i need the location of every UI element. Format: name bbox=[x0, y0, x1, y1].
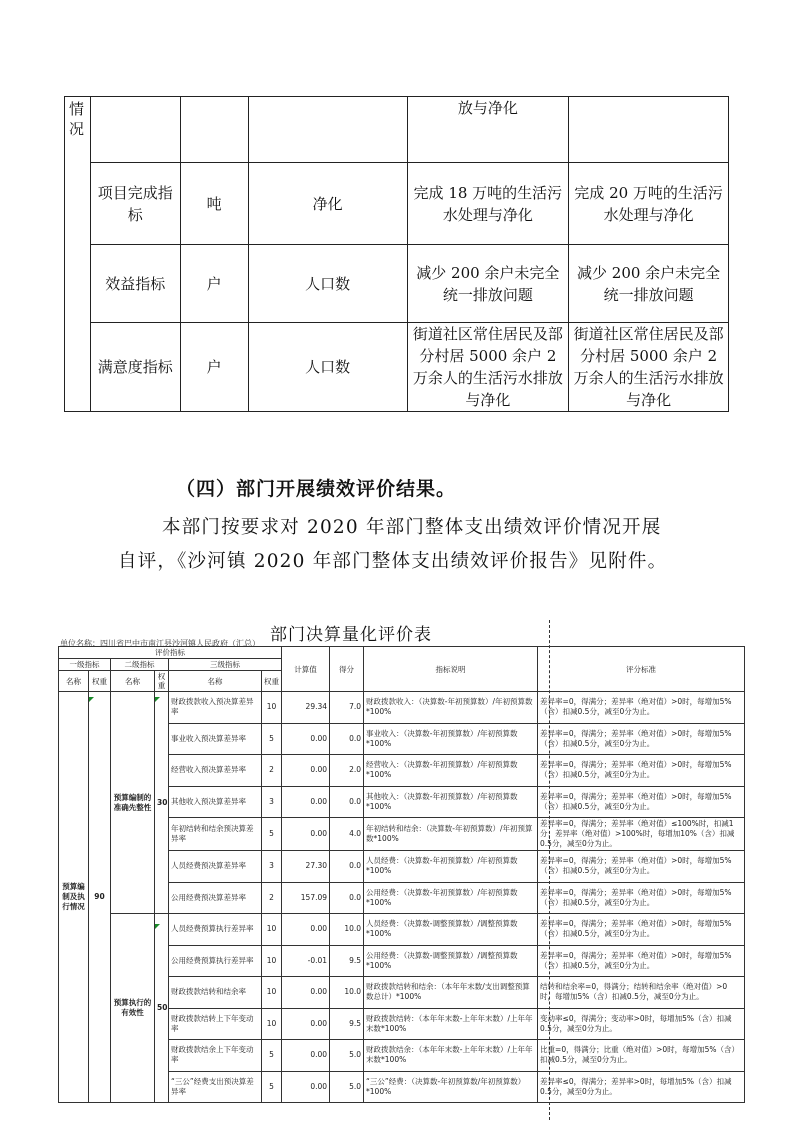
scoring-standard: 差异率=0，得满分；差异率（绝对值）>0时，每增加5%（含）扣减0.5分，减至0分为止。 bbox=[538, 914, 745, 946]
level3-name: 财政拨款结转上下年变动率 bbox=[169, 1008, 262, 1040]
indicator-description: 公用经费：（决算数-调整预算数）/调整预算数*100% bbox=[364, 945, 538, 977]
sheet-unit-line: 单位名称：四川省巴中市南江县沙河镇人民政府（汇总） bbox=[60, 639, 260, 648]
indicator-actual: 街道社区常住居民及部分村居 5000 余户 2 万余人的生活污水排放与净化 bbox=[569, 323, 729, 412]
level3-name: 年初结转和结余预决算差异率 bbox=[169, 818, 262, 851]
calc-value: 0.00 bbox=[282, 786, 330, 818]
level2-weight: 50 bbox=[155, 914, 169, 1103]
indicator-name: 效益指标 bbox=[91, 245, 180, 323]
level3-name: 财政拨款收入预决算差异率 bbox=[169, 692, 262, 724]
level3-weight: 10 bbox=[262, 977, 282, 1009]
indicator-actual: 减少 200 余户未完全统一排放问题 bbox=[569, 245, 729, 323]
indicator-metric: 人口数 bbox=[248, 245, 407, 323]
indicator-metric bbox=[248, 97, 407, 163]
indicator-unit: 户 bbox=[180, 323, 248, 412]
indicator-description: 人员经费：（决算数-年初预算数）/年初预算数*100% bbox=[364, 851, 538, 883]
scoring-standard: 差异率=0，得满分；差异率（绝对值）>0时，每增加5%（含）扣减0.5分，减至0分为止。 bbox=[538, 786, 745, 818]
level3-name: 人员经费预决算差异率 bbox=[169, 851, 262, 883]
header-name: 名称 bbox=[111, 671, 155, 692]
level3-name: 人员经费预算执行差异率 bbox=[169, 914, 262, 946]
level3-weight: 2 bbox=[262, 755, 282, 787]
score-value: 5.0 bbox=[330, 1071, 364, 1103]
level3-weight: 3 bbox=[262, 851, 282, 883]
score-value: 9.5 bbox=[330, 945, 364, 977]
indicator-actual bbox=[569, 97, 729, 163]
calc-value: 0.00 bbox=[282, 914, 330, 946]
level3-weight: 2 bbox=[262, 882, 282, 914]
body-paragraph bbox=[118, 511, 678, 579]
scoring-standard: 差异率=0，得满分；差异率（绝对值）>0时，每增加5%（含）扣减0.5分，减至0分为止。 bbox=[538, 882, 745, 914]
scoring-standard: 差异率=0，得满分；差异率（绝对值）>0时，每增加5%（含）扣减0.5分，减至0分为止。 bbox=[538, 851, 745, 883]
scoring-standard: 差异率=0，得满分；差异率（绝对值）>0时，每增加5%（含）扣减0.5分，减至0分为止。 bbox=[538, 945, 745, 977]
evaluation-sheet-table bbox=[58, 646, 745, 1103]
score-value: 10.0 bbox=[330, 977, 364, 1009]
header-weight: 权重 bbox=[89, 671, 111, 692]
level3-name: 其他收入预决算差异率 bbox=[169, 786, 262, 818]
comment-marker-icon bbox=[89, 697, 94, 702]
indicator-unit: 吨 bbox=[180, 163, 248, 245]
indicator-target: 放与净化 bbox=[407, 97, 569, 163]
indicator-description: “三公”经费：（决算数-年初预算数/年初预算数）*100% bbox=[364, 1071, 538, 1103]
level3-weight: 10 bbox=[262, 1008, 282, 1040]
header-name: 名称 bbox=[59, 671, 89, 692]
scoring-standard: 结转和结余率=0，得满分；结转和结余率（绝对值）>0时，每增加5%（含）扣减0.5分，减至0分为止。 bbox=[538, 977, 745, 1009]
indicator-description: 事业收入：（决算数-年初预算数）/年初预算数*100% bbox=[364, 723, 538, 755]
header-weight: 权重 bbox=[155, 671, 169, 692]
indicator-description: 年初结转和结余：（决算数-年初预算数）/年初预算数*100% bbox=[364, 818, 538, 851]
section-heading: （四）部门开展绩效评价结果。 bbox=[176, 478, 457, 500]
level3-name: 事业收入预决算差异率 bbox=[169, 723, 262, 755]
indicator-metric: 净化 bbox=[248, 163, 407, 245]
header-name: 名称 bbox=[169, 671, 262, 692]
score-value: 0.0 bbox=[330, 723, 364, 755]
level3-name: 财政拨款结余上下年变动率 bbox=[169, 1040, 262, 1072]
header-weight: 权重 bbox=[262, 671, 282, 692]
calc-value: 0.00 bbox=[282, 818, 330, 851]
header-score: 得分 bbox=[330, 647, 364, 692]
indicator-name bbox=[91, 97, 180, 163]
comment-marker-icon bbox=[155, 924, 160, 929]
score-value: 5.0 bbox=[330, 1040, 364, 1072]
score-value: 0.0 bbox=[330, 882, 364, 914]
level3-weight: 5 bbox=[262, 723, 282, 755]
header-calc-value: 计算值 bbox=[282, 647, 330, 692]
level3-name: “三公”经费支出预决算差异率 bbox=[169, 1071, 262, 1103]
header-description: 指标说明 bbox=[364, 647, 538, 692]
level3-weight: 5 bbox=[262, 818, 282, 851]
score-value: 4.0 bbox=[330, 818, 364, 851]
level3-weight: 5 bbox=[262, 1071, 282, 1103]
sheet-title: 部门决算量化评价表 bbox=[270, 625, 432, 645]
header-evaluation-indicators: 评价指标 bbox=[59, 647, 282, 659]
indicator-description: 人员经费：（决算数-调整预算数）/调整预算数*100% bbox=[364, 914, 538, 946]
score-value: 7.0 bbox=[330, 692, 364, 724]
calc-value: 29.34 bbox=[282, 692, 330, 724]
scoring-standard: 差异率=0，得满分；差异率（绝对值）>0时，每增加5%（含）扣减0.5分，减至0分为止。 bbox=[538, 755, 745, 787]
score-value: 0.0 bbox=[330, 851, 364, 883]
indicator-description: 财政拨款收入：（决算数-年初预算数）/年初预算数*100% bbox=[364, 692, 538, 724]
level3-name: 公用经费预算执行差异率 bbox=[169, 945, 262, 977]
calc-value: 0.00 bbox=[282, 755, 330, 787]
indicator-description: 公用经费：（决算数-年初预算数）/年初预算数*100% bbox=[364, 882, 538, 914]
level2-name: 预算编制的准确先整性 bbox=[111, 692, 155, 914]
indicator-target: 街道社区常住居民及部分村居 5000 余户 2 万余人的生活污水排放与净化 bbox=[407, 323, 569, 412]
calc-value: -0.01 bbox=[282, 945, 330, 977]
level3-weight: 10 bbox=[262, 945, 282, 977]
header-level1: 一级指标 bbox=[59, 659, 111, 671]
calc-value: 27.30 bbox=[282, 851, 330, 883]
level3-weight: 3 bbox=[262, 786, 282, 818]
scoring-standard: 差异率=0，得满分；差异率（绝对值）>0时，每增加5%（含）扣减0.5分，减至0分为止。 bbox=[538, 723, 745, 755]
comment-marker-icon bbox=[155, 697, 160, 702]
indicator-unit bbox=[180, 97, 248, 163]
calc-value: 0.00 bbox=[282, 1071, 330, 1103]
level3-name: 经营收入预决算差异率 bbox=[169, 755, 262, 787]
indicator-metric: 人口数 bbox=[248, 323, 407, 412]
paragraph-text: 本部门按要求对 2020 年部门整体支出绩效评价情况开展自评，《沙河镇 2020 年部门整体支出绩效评价报告》见附件。 bbox=[118, 517, 668, 572]
scoring-standard: 比重=0，得满分；比重（绝对值）>0时，每增加5%（含）扣减0.5分，减至0分为止。 bbox=[538, 1040, 745, 1072]
score-value: 0.0 bbox=[330, 786, 364, 818]
level1-weight: 90 bbox=[89, 692, 111, 1103]
indicator-name: 满意度指标 bbox=[91, 323, 180, 412]
scoring-standard: 差异率=0，得满分；差异率（绝对值）>0时，每增加5%（含）扣减0.5分，减至0分为止。 bbox=[538, 692, 745, 724]
level3-weight: 10 bbox=[262, 692, 282, 724]
level3-name: 财政拨款结转和结余率 bbox=[169, 977, 262, 1009]
scoring-standard: 差异率=0，得满分；差异率（绝对值）≤100%时，扣减1分；差异率（绝对值）>100%时，每增加10%（含）扣减0.5分，减至0分为止。 bbox=[538, 818, 745, 851]
indicator-target: 减少 200 余户未完全统一排放问题 bbox=[407, 245, 569, 323]
calc-value: 0.00 bbox=[282, 723, 330, 755]
level3-name: 公用经费预决算差异率 bbox=[169, 882, 262, 914]
header-level2: 二级指标 bbox=[111, 659, 169, 671]
header-standard: 评分标准 bbox=[538, 647, 745, 692]
calc-value: 0.00 bbox=[282, 1040, 330, 1072]
level2-name: 预算执行的有效性 bbox=[111, 914, 155, 1103]
indicator-description: 其他收入：（决算数-年初预算数）/年初预算数*100% bbox=[364, 786, 538, 818]
category-cell: 情况 bbox=[65, 97, 91, 412]
indicator-description: 财政拨款结转和结余：（本年年末数/支出调整预算数总计）*100% bbox=[364, 977, 538, 1009]
performance-indicator-table bbox=[64, 96, 729, 412]
indicator-description: 财政拨款结转：（本年年末数-上年年末数）/上年年末数*100% bbox=[364, 1008, 538, 1040]
level1-name: 预算编制及执行情况 bbox=[59, 692, 89, 1103]
calc-value: 0.00 bbox=[282, 977, 330, 1009]
indicator-description: 经营收入：（决算数-年初预算数）/年初预算数*100% bbox=[364, 755, 538, 787]
level2-weight: 30 bbox=[155, 692, 169, 914]
indicator-description: 财政拨款结余：（本年年末数-上年年末数）/上年年末数*100% bbox=[364, 1040, 538, 1072]
score-value: 9.5 bbox=[330, 1008, 364, 1040]
scoring-standard: 变动率≤0，得满分；变动率>0时，每增加5%（含）扣减0.5分，减至0分为止。 bbox=[538, 1008, 745, 1040]
scoring-standard: 差异率≤0，得满分；差异率>0时，每增加5%（含）扣减0.5分，减至0分为止。 bbox=[538, 1071, 745, 1103]
indicator-name: 项目完成指标 bbox=[91, 163, 180, 245]
header-level3: 三级指标 bbox=[169, 659, 282, 671]
indicator-target: 完成 18 万吨的生活污水处理与净化 bbox=[407, 163, 569, 245]
calc-value: 0.00 bbox=[282, 1008, 330, 1040]
indicator-actual: 完成 20 万吨的生活污水处理与净化 bbox=[569, 163, 729, 245]
score-value: 10.0 bbox=[330, 914, 364, 946]
calc-value: 157.09 bbox=[282, 882, 330, 914]
indicator-unit: 户 bbox=[180, 245, 248, 323]
score-value: 2.0 bbox=[330, 755, 364, 787]
level3-weight: 5 bbox=[262, 1040, 282, 1072]
level3-weight: 10 bbox=[262, 914, 282, 946]
